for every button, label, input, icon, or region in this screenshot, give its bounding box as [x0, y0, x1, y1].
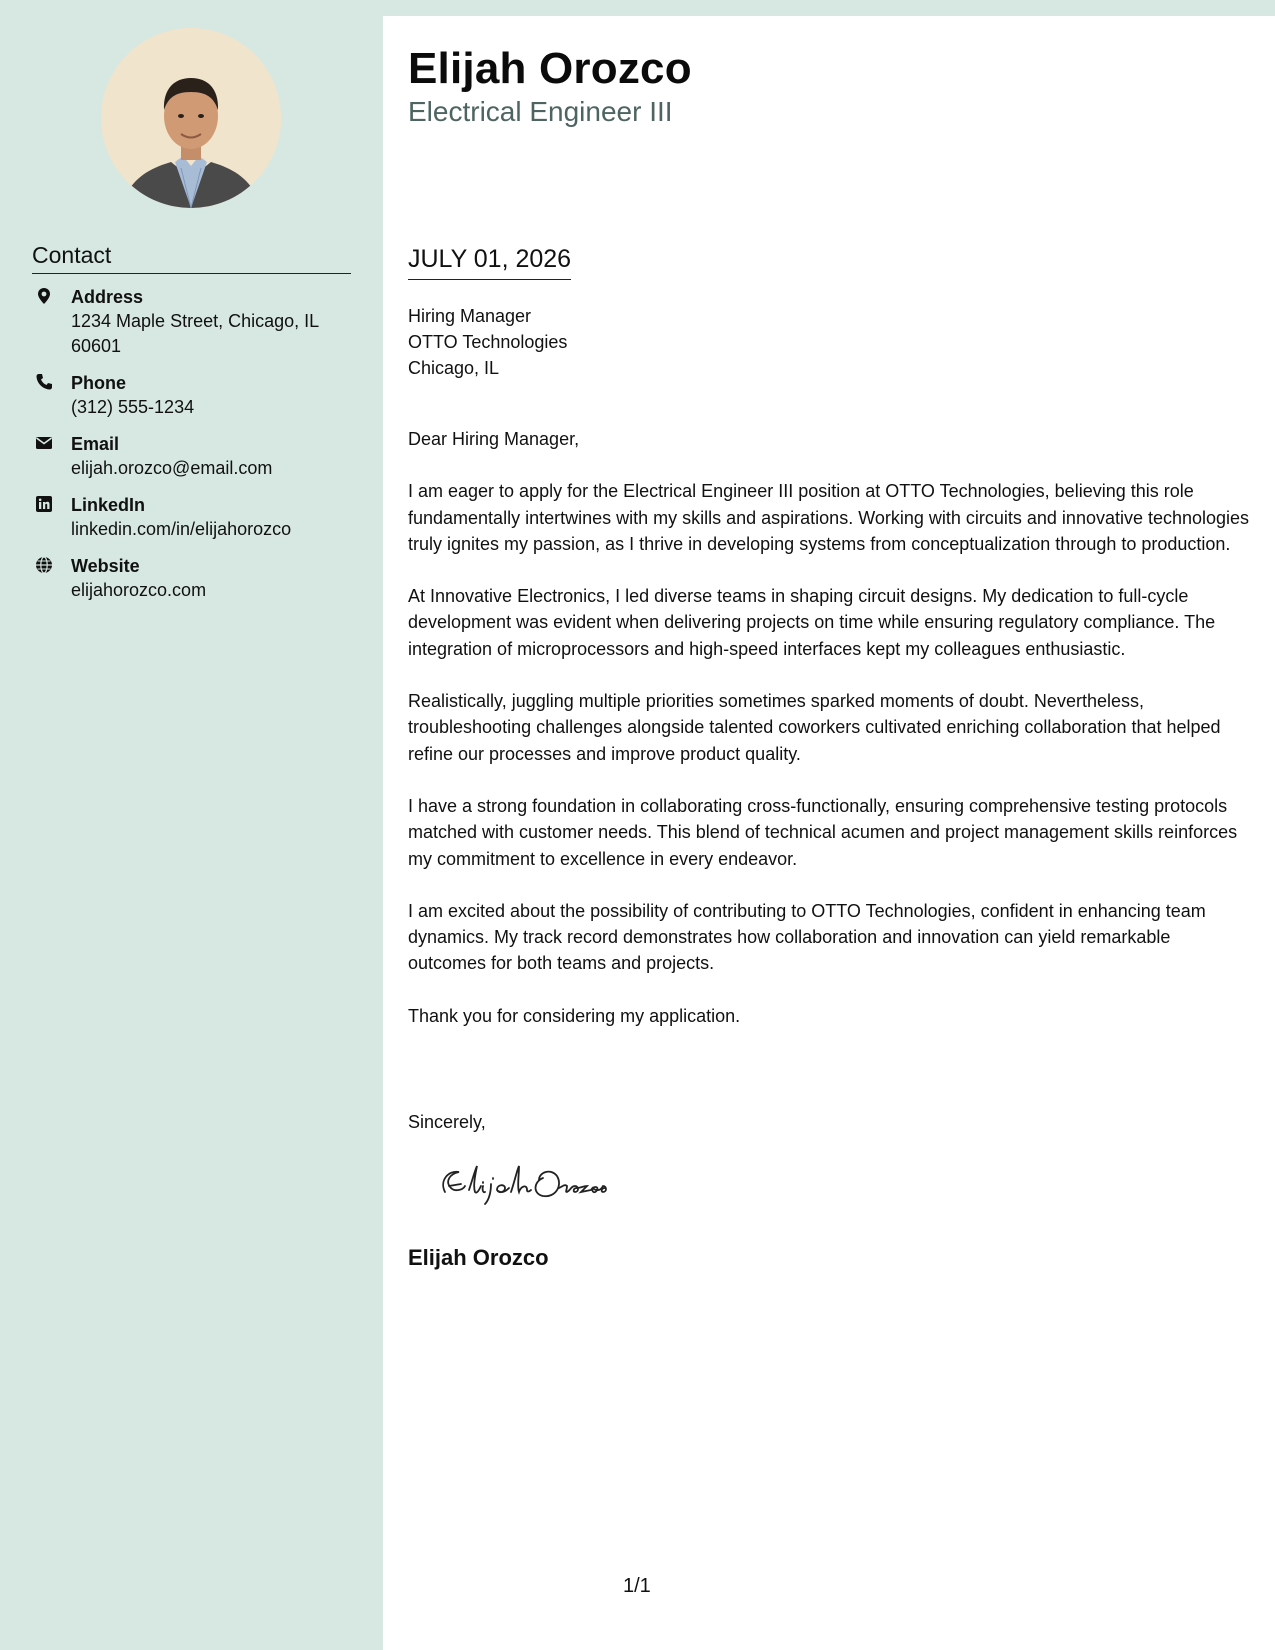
applicant-name: Elijah Orozco: [408, 44, 692, 93]
contact-value[interactable]: elijahorozco.com: [71, 580, 207, 600]
paragraph: Realistically, juggling multiple priorities sometimes sparked moments of doubt. Nevertheless, troubleshooting challenges alongside talented coworkers cultivated enriching collaboration that helped refine our processes and improve product quality.: [408, 691, 1221, 764]
contact-linkedin: [32, 493, 352, 542]
phone-icon: [35, 373, 53, 391]
handwritten-signature: [435, 1156, 645, 1216]
contact-value: 1234 Maple Street, Chicago, IL 60601: [71, 311, 319, 356]
letter-date: JULY 01, 2026: [408, 243, 571, 280]
paragraph: I am excited about the possibility of contributing to OTTO Technologies, confident in enhancing team dynamics. My track record demonstrates how collaboration and innovation can yield remarkable outcomes for both teams and projects.: [408, 900, 1206, 974]
contact-label: Phone: [71, 373, 127, 393]
contact-label: LinkedIn: [71, 495, 146, 515]
contact-list: [32, 285, 352, 615]
contact-website: [32, 554, 352, 603]
letter-body: [383, 16, 1275, 1650]
recipient-line: Chicago, IL: [408, 358, 500, 378]
recipient-block: [408, 303, 567, 381]
contact-value: (312) 555-1234: [71, 397, 195, 417]
closing: Sincerely,: [408, 1112, 486, 1132]
job-title: Electrical Engineer III: [408, 96, 673, 127]
recipient-line: OTTO Technologies: [408, 332, 568, 352]
contact-label: Website: [71, 556, 140, 576]
map-pin-icon: [35, 287, 53, 305]
sidebar: [0, 0, 383, 1650]
contact-value[interactable]: linkedin.com/in/elijahorozco: [71, 519, 292, 539]
contact-value[interactable]: elijah.orozco@email.com: [71, 458, 273, 478]
contact-label: Address: [71, 287, 144, 307]
greeting: Dear Hiring Manager,: [408, 429, 580, 449]
contact-heading: Contact: [32, 241, 351, 274]
letter-content: [408, 426, 1253, 1055]
paragraph: I have a strong foundation in collaborating cross-functionally, ensuring comprehensive testing protocols matched with customer needs. This blend of technical acumen and project management skills reinforces my commitment to excellence in every endeavor.: [408, 795, 1238, 869]
contact-address: [32, 285, 352, 359]
paragraph: Thank you for considering my application.: [408, 1005, 741, 1026]
paragraph: At Innovative Electronics, I led diverse teams in shaping circuit designs. My dedication to full-cycle development was evident when delivering projects on time while ensuring regulatory compliance. The integration of microprocessors and high-speed interfaces kept my colleagues enthusiastic.: [408, 586, 1216, 659]
signer-name: Elijah Orozco: [408, 1245, 549, 1270]
profile-photo: [101, 28, 281, 208]
linkedin-icon: [35, 495, 53, 513]
recipient-line: Hiring Manager: [408, 306, 532, 326]
globe-icon: [35, 556, 53, 574]
paragraph: I am eager to apply for the Electrical Engineer III position at OTTO Technologies, believing this role fundamentally intertwines with my skills and aspirations. Working with circuits and innovative technologies truly ignites my passion, as I thrive in developing systems from conceptualization through to production.: [408, 481, 1250, 554]
contact-email: [32, 432, 352, 481]
page-number: 1/1: [623, 1575, 651, 1597]
envelope-icon: [35, 434, 53, 452]
contact-phone: [32, 371, 352, 420]
contact-label: Email: [71, 434, 120, 454]
